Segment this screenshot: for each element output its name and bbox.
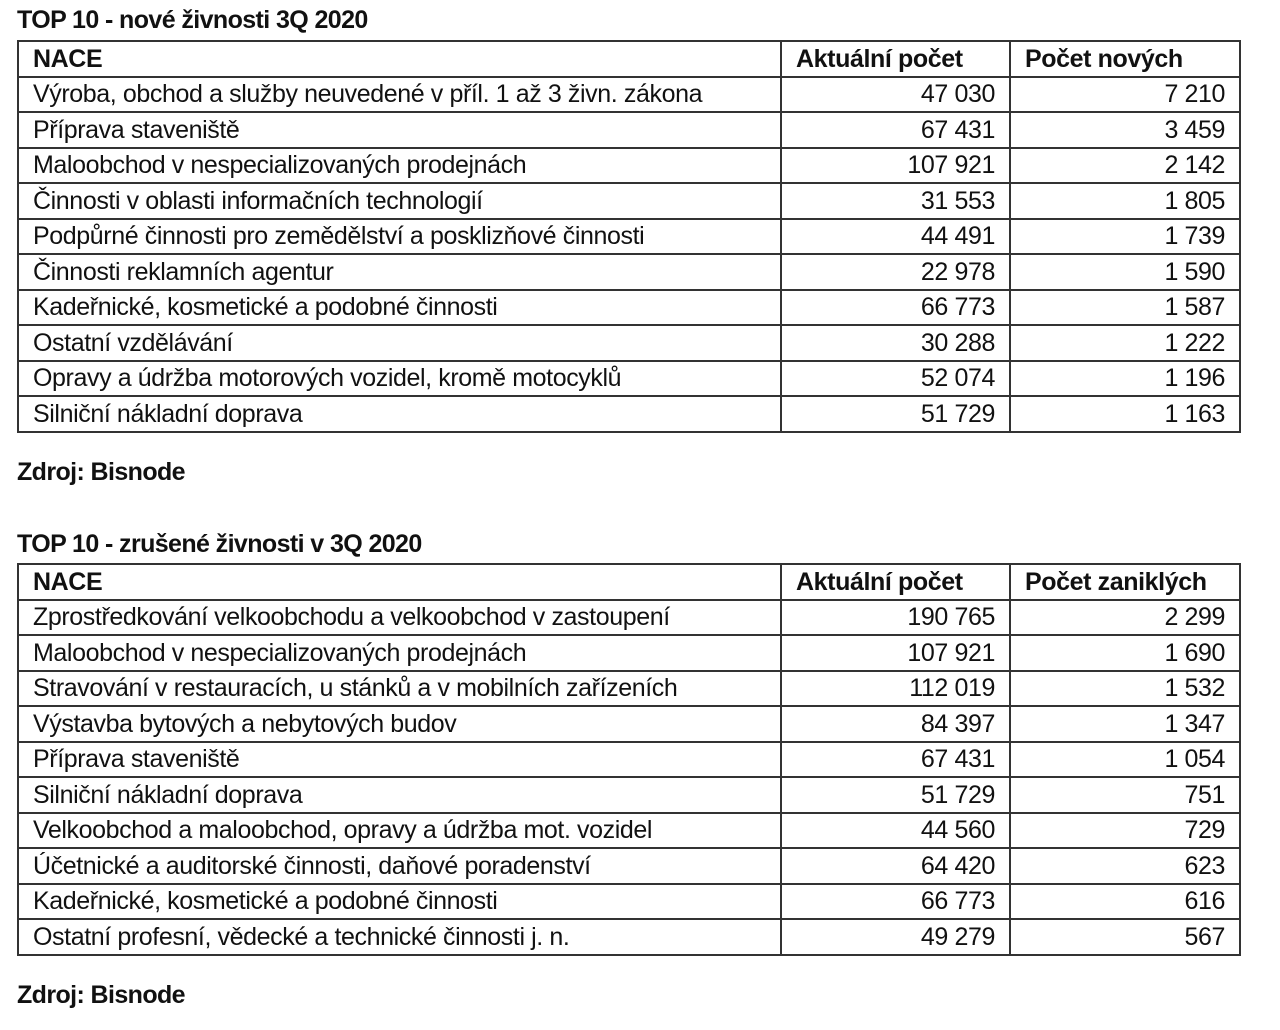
cell-current-count: 66 773	[781, 884, 1010, 920]
cell-nace: Silniční nákladní doprava	[18, 777, 781, 813]
table-row	[18, 848, 1240, 884]
cell-change-count: 1 163	[1010, 396, 1240, 432]
cell-change-count: 1 054	[1010, 742, 1240, 778]
column-header-nace: NACE	[18, 41, 781, 77]
table-row	[18, 919, 1240, 955]
cell-current-count: 44 560	[781, 813, 1010, 849]
cell-change-count: 3 459	[1010, 112, 1240, 148]
column-header-new-count: Počet nových	[1010, 41, 1240, 77]
table-row	[18, 112, 1240, 148]
cell-change-count: 623	[1010, 848, 1240, 884]
table-row	[18, 396, 1240, 432]
cell-current-count: 84 397	[781, 706, 1010, 742]
table-title-new-trades: TOP 10 - nové živnosti 3Q 2020	[17, 6, 368, 34]
cell-nace: Činnosti reklamních agentur	[18, 254, 781, 290]
table-row	[18, 254, 1240, 290]
cell-change-count: 1 739	[1010, 219, 1240, 255]
column-header-current-count: Aktuální počet	[781, 564, 1010, 600]
cell-nace: Stravování v restauracích, u stánků a v mobilních zařízeních	[18, 671, 781, 707]
cell-nace: Ostatní profesní, vědecké a technické činnosti j. n.	[18, 919, 781, 955]
cell-change-count: 616	[1010, 884, 1240, 920]
cell-nace: Kadeřnické, kosmetické a podobné činnosti	[18, 290, 781, 326]
table-row	[18, 777, 1240, 813]
table-row	[18, 884, 1240, 920]
cell-current-count: 64 420	[781, 848, 1010, 884]
cell-nace: Výstavba bytových a nebytových budov	[18, 706, 781, 742]
cell-current-count: 51 729	[781, 777, 1010, 813]
table-row	[18, 183, 1240, 219]
table-row	[18, 813, 1240, 849]
table-row	[18, 361, 1240, 397]
table-row	[18, 77, 1240, 113]
cell-nace: Silniční nákladní doprava	[18, 396, 781, 432]
cell-current-count: 107 921	[781, 148, 1010, 184]
cell-change-count: 1 805	[1010, 183, 1240, 219]
table-title-cancelled-trades: TOP 10 - zrušené živnosti v 3Q 2020	[17, 530, 422, 558]
table-body	[18, 600, 1240, 955]
table-row	[18, 706, 1240, 742]
cell-current-count: 190 765	[781, 600, 1010, 636]
cell-current-count: 22 978	[781, 254, 1010, 290]
cell-current-count: 112 019	[781, 671, 1010, 707]
cell-nace: Maloobchod v nespecializovaných prodejnách	[18, 635, 781, 671]
cell-current-count: 107 921	[781, 635, 1010, 671]
table-header-row	[18, 41, 1240, 77]
source-note: Zdroj: Bisnode	[17, 458, 185, 486]
cell-current-count: 47 030	[781, 77, 1010, 113]
cell-nace: Příprava staveniště	[18, 742, 781, 778]
cell-current-count: 67 431	[781, 112, 1010, 148]
table-row	[18, 325, 1240, 361]
table-row	[18, 635, 1240, 671]
cell-change-count: 1 590	[1010, 254, 1240, 290]
source-note: Zdroj: Bisnode	[17, 981, 185, 1009]
cell-current-count: 67 431	[781, 742, 1010, 778]
cell-nace: Kadeřnické, kosmetické a podobné činnosti	[18, 884, 781, 920]
cell-current-count: 49 279	[781, 919, 1010, 955]
cell-change-count: 1 222	[1010, 325, 1240, 361]
cell-change-count: 1 532	[1010, 671, 1240, 707]
cell-nace: Činnosti v oblasti informačních technologií	[18, 183, 781, 219]
cell-change-count: 1 347	[1010, 706, 1240, 742]
cell-change-count: 751	[1010, 777, 1240, 813]
table-row	[18, 671, 1240, 707]
table-row	[18, 148, 1240, 184]
cell-nace: Maloobchod v nespecializovaných prodejnách	[18, 148, 781, 184]
table-row	[18, 600, 1240, 636]
column-header-cancelled-count: Počet zaniklých	[1010, 564, 1240, 600]
cell-current-count: 44 491	[781, 219, 1010, 255]
cell-nace: Výroba, obchod a služby neuvedené v příl. 1 až 3 živn. zákona	[18, 77, 781, 113]
cell-change-count: 7 210	[1010, 77, 1240, 113]
cell-nace: Velkoobchod a maloobchod, opravy a údržba mot. vozidel	[18, 813, 781, 849]
cell-change-count: 729	[1010, 813, 1240, 849]
cell-change-count: 1 587	[1010, 290, 1240, 326]
cell-change-count: 2 142	[1010, 148, 1240, 184]
column-header-current-count: Aktuální počet	[781, 41, 1010, 77]
cell-current-count: 66 773	[781, 290, 1010, 326]
column-header-nace: NACE	[18, 564, 781, 600]
cell-change-count: 1 196	[1010, 361, 1240, 397]
cell-nace: Opravy a údržba motorových vozidel, kromě motocyklů	[18, 361, 781, 397]
cell-nace: Podpůrné činnosti pro zemědělství a posklizňové činnosti	[18, 219, 781, 255]
cell-current-count: 51 729	[781, 396, 1010, 432]
cell-change-count: 2 299	[1010, 600, 1240, 636]
table-header-row	[18, 564, 1240, 600]
cell-current-count: 31 553	[781, 183, 1010, 219]
table-cancelled-trades	[17, 563, 1241, 956]
table-row	[18, 290, 1240, 326]
cell-current-count: 30 288	[781, 325, 1010, 361]
cell-nace: Příprava staveniště	[18, 112, 781, 148]
table-body	[18, 77, 1240, 432]
table-row	[18, 219, 1240, 255]
cell-nace: Zprostředkování velkoobchodu a velkoobchod v zastoupení	[18, 600, 781, 636]
table-row	[18, 742, 1240, 778]
table-new-trades	[17, 40, 1241, 433]
cell-nace: Účetnické a auditorské činnosti, daňové poradenství	[18, 848, 781, 884]
cell-nace: Ostatní vzdělávání	[18, 325, 781, 361]
cell-change-count: 567	[1010, 919, 1240, 955]
cell-change-count: 1 690	[1010, 635, 1240, 671]
cell-current-count: 52 074	[781, 361, 1010, 397]
